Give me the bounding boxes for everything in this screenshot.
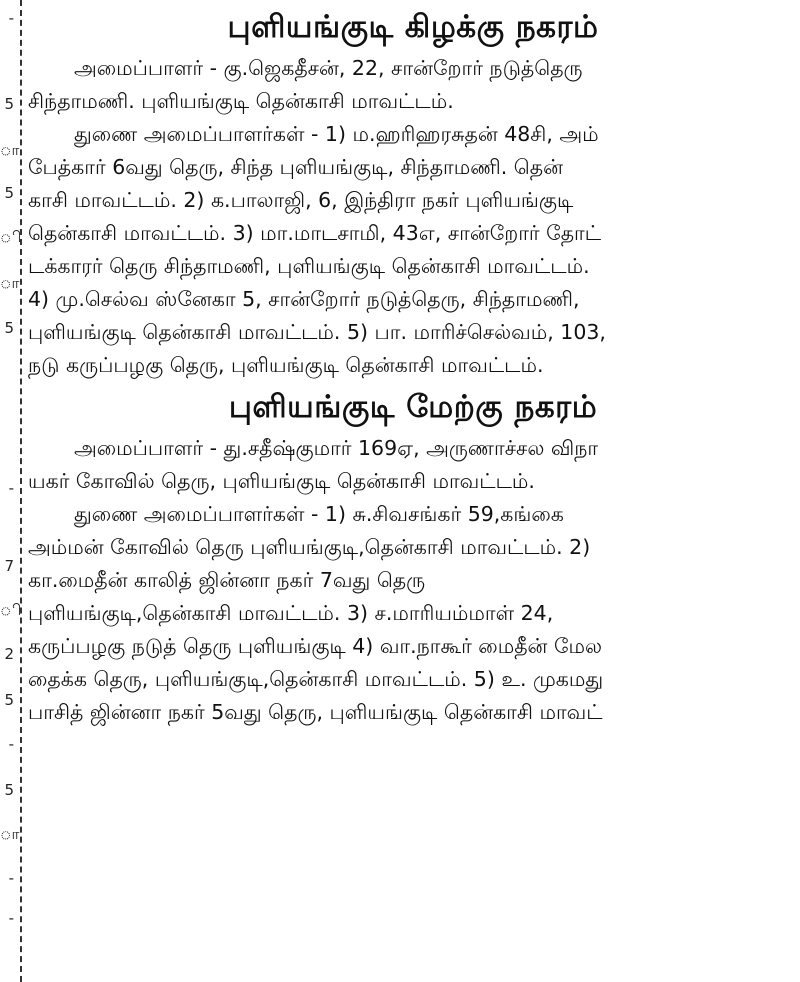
strip-char: ா xyxy=(0,274,20,292)
strip-char: ி xyxy=(0,601,22,619)
text-line: துணை அமைப்பாளர்கள் - 1) ம.ஹரிஹரசுதன் 48சி, அம் xyxy=(74,122,599,146)
column-divider xyxy=(20,0,22,982)
organizer-paragraph-east xyxy=(28,52,798,118)
strip-char: 2 xyxy=(4,645,14,663)
organizer-paragraph-west xyxy=(28,432,798,498)
text-line: புளியங்குடி,தென்காசி மாவட்டம். 3) ச.மாரியம்மாள் 24, xyxy=(28,601,554,625)
strip-char: ி xyxy=(0,228,22,246)
strip-char: ா xyxy=(0,141,20,159)
strip-char: 7 xyxy=(4,557,14,575)
text-line: தைக்க தெரு, புளியங்குடி,தென்காசி மாவட்டம். 5) உ. முகமது xyxy=(28,667,604,691)
strip-char: 5 xyxy=(4,95,14,113)
deputies-paragraph-west xyxy=(28,498,798,729)
text-line: டக்காரர் தெரு சிந்தாமணி, புளியங்குடி தென்காசி மாவட்டம். xyxy=(28,254,590,278)
article-column xyxy=(28,0,798,982)
text-line: கருப்பழகு நடுத் தெரு புளியங்குடி 4) வா.நாகூர் மைதீன் மேல xyxy=(28,634,603,658)
text-line: துணை அமைப்பாளர்கள் - 1) சு.சிவசங்கர் 59,கங்கை xyxy=(74,502,564,526)
text-line: புளியங்குடி தென்காசி மாவட்டம். 5) பா. மாரிச்செல்வம், 103, xyxy=(28,320,606,344)
strip-char: - xyxy=(8,869,14,887)
text-line: அமைப்பாளர் - கு.ஜெகதீசன், 22, சான்றோர் நடுத்தெரு xyxy=(74,56,583,80)
strip-char: - xyxy=(8,909,14,927)
text-line: சிந்தாமணி. புளியங்குடி தென்காசி மாவட்டம். xyxy=(28,89,454,113)
strip-char: 5 xyxy=(4,184,14,202)
text-line: காசி மாவட்டம். 2) க.பாலாஜி, 6, இந்திரா நகர் புளியங்குடி xyxy=(28,188,574,212)
text-line: தென்காசி மாவட்டம். 3) மா.மாடசாமி, 43எ, சான்றோர் தோட் xyxy=(28,221,602,245)
text-line: பேத்கார் 6வது தெரு, சிந்த புளியங்குடி, சிந்தாமணி. தென் xyxy=(28,155,563,179)
strip-char: - xyxy=(8,735,14,753)
previous-column-fragment xyxy=(0,0,20,982)
section-heading-west: புளியங்குடி மேற்கு நகரம் xyxy=(228,389,598,425)
text-line: யகர் கோவில் தெரு, புளியங்குடி தென்காசி மாவட்டம். xyxy=(28,469,535,493)
deputies-paragraph-east xyxy=(28,118,798,382)
strip-char: 5 xyxy=(4,319,14,337)
strip-char: - xyxy=(8,479,14,497)
section-heading-east: புளியங்குடி கிழக்கு நகரம் xyxy=(227,9,599,45)
text-line: கா.மைதீன் காலித் ஜின்னா நகர் 7வது தெரு xyxy=(28,568,426,592)
text-line: நடு கருப்பழகு தெரு, புளியங்குடி தென்காசி மாவட்டம். xyxy=(28,353,544,377)
strip-char: - xyxy=(8,9,14,27)
strip-char: 5 xyxy=(4,781,14,799)
text-line: அமைப்பாளர் - து.சதீஷ்குமார் 169ஏ, அருணாச்சல விநா xyxy=(74,436,599,460)
text-line: அம்மன் கோவில் தெரு புளியங்குடி,தென்காசி மாவட்டம். 2) xyxy=(28,535,591,559)
strip-char: ா xyxy=(0,825,20,843)
text-line: பாசித் ஜின்னா நகர் 5வது தெரு, புளியங்குடி தென்காசி மாவட் xyxy=(28,700,603,724)
strip-char: 5 xyxy=(4,691,14,709)
text-line: 4) மு.செல்வ ஸ்னேகா 5, சான்றோர் நடுத்தெரு, சிந்தாமணி, xyxy=(28,287,580,311)
